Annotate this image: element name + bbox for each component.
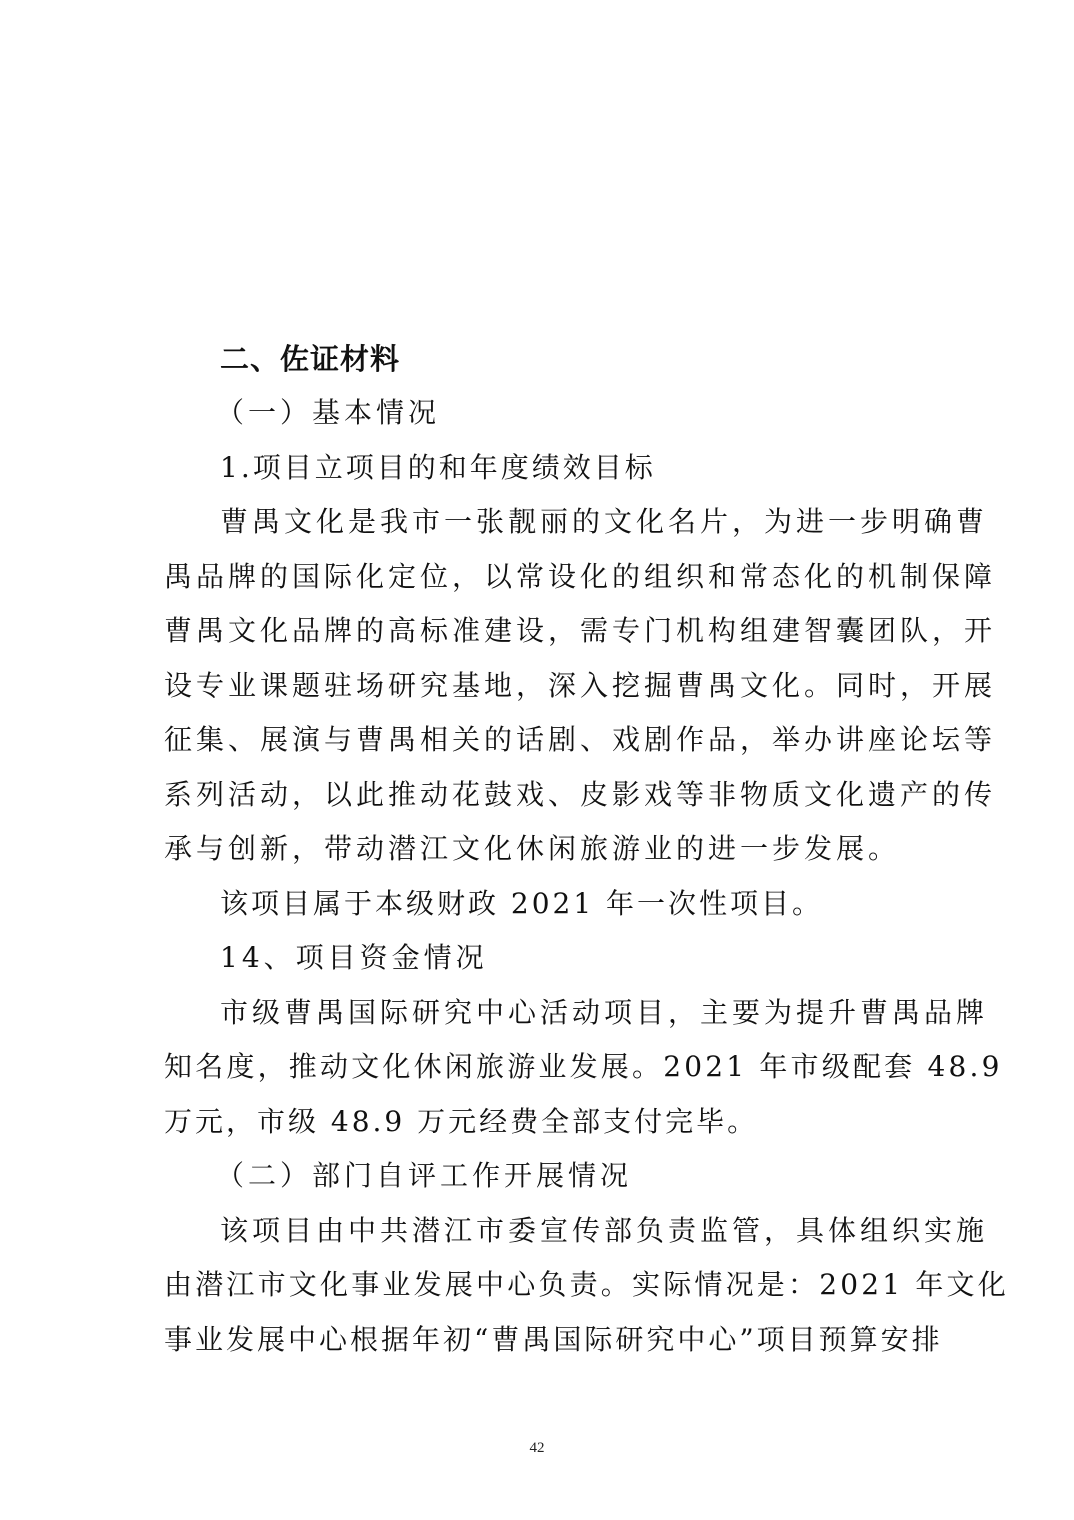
heading-2: 二、佐证材料 <box>220 342 401 376</box>
section-1-title: （一）基本情况 <box>216 396 441 429</box>
paragraph-line: 曹禺文化是我市一张靓丽的文化名片，为进一步明确曹 <box>220 505 989 538</box>
paragraph-line: 系列活动，以此推动花鼓戏、皮影戏等非物质文化遗产的传 <box>164 777 997 811</box>
item-2-title: 14、项目资金情况 <box>220 941 488 974</box>
paragraph-2: 该项目属于本级财政 2021 年一次性项目。 <box>220 886 824 920</box>
paragraph-1 <box>164 495 997 877</box>
paragraph-line: 市级曹禺国际研究中心活动项目，主要为提升曹禺品牌 <box>220 995 989 1029</box>
paragraph-line: 承与创新，带动潜江文化休闲旅游业的进一步发展。 <box>164 832 901 865</box>
paragraph-line: 禺品牌的国际化定位，以常设化的组织和常态化的机制保障 <box>164 559 997 593</box>
section-2-title: （二）部门自评工作开展情况 <box>216 1159 633 1192</box>
paragraph-line: 万元，市级 48.9 万元经费全部支付完毕。 <box>164 1104 759 1138</box>
paragraph-line: 设专业课题驻场研究基地，深入挖掘曹禺文化。同时，开展 <box>164 668 997 702</box>
paragraph-line: 由潜江市文化事业发展中心负责。实际情况是：2021 年文化 <box>164 1268 1009 1301</box>
paragraph-3 <box>164 986 1003 1150</box>
paragraph-line: 征集、展演与曹禺相关的话剧、戏剧作品，举办讲座论坛等 <box>164 723 997 756</box>
page-number: 42 <box>529 1440 545 1456</box>
paragraph-line: 曹禺文化品牌的高标准建设，需专门机构组建智囊团队，开 <box>164 614 997 647</box>
paragraph-line: 知名度，推动文化休闲旅游业发展。2021 年市级配套 48.9 <box>164 1050 1003 1083</box>
item-1-title: 1.项目立项目的和年度绩效目标 <box>220 450 656 484</box>
document-body <box>164 332 1009 1367</box>
paragraph-4 <box>164 1204 1009 1368</box>
paragraph-line: 该项目由中共潜江市委宣传部负责监管，具体组织实施 <box>220 1213 989 1247</box>
paragraph-line: 事业发展中心根据年初“曹禺国际研究中心”项目预算安排 <box>164 1322 943 1356</box>
